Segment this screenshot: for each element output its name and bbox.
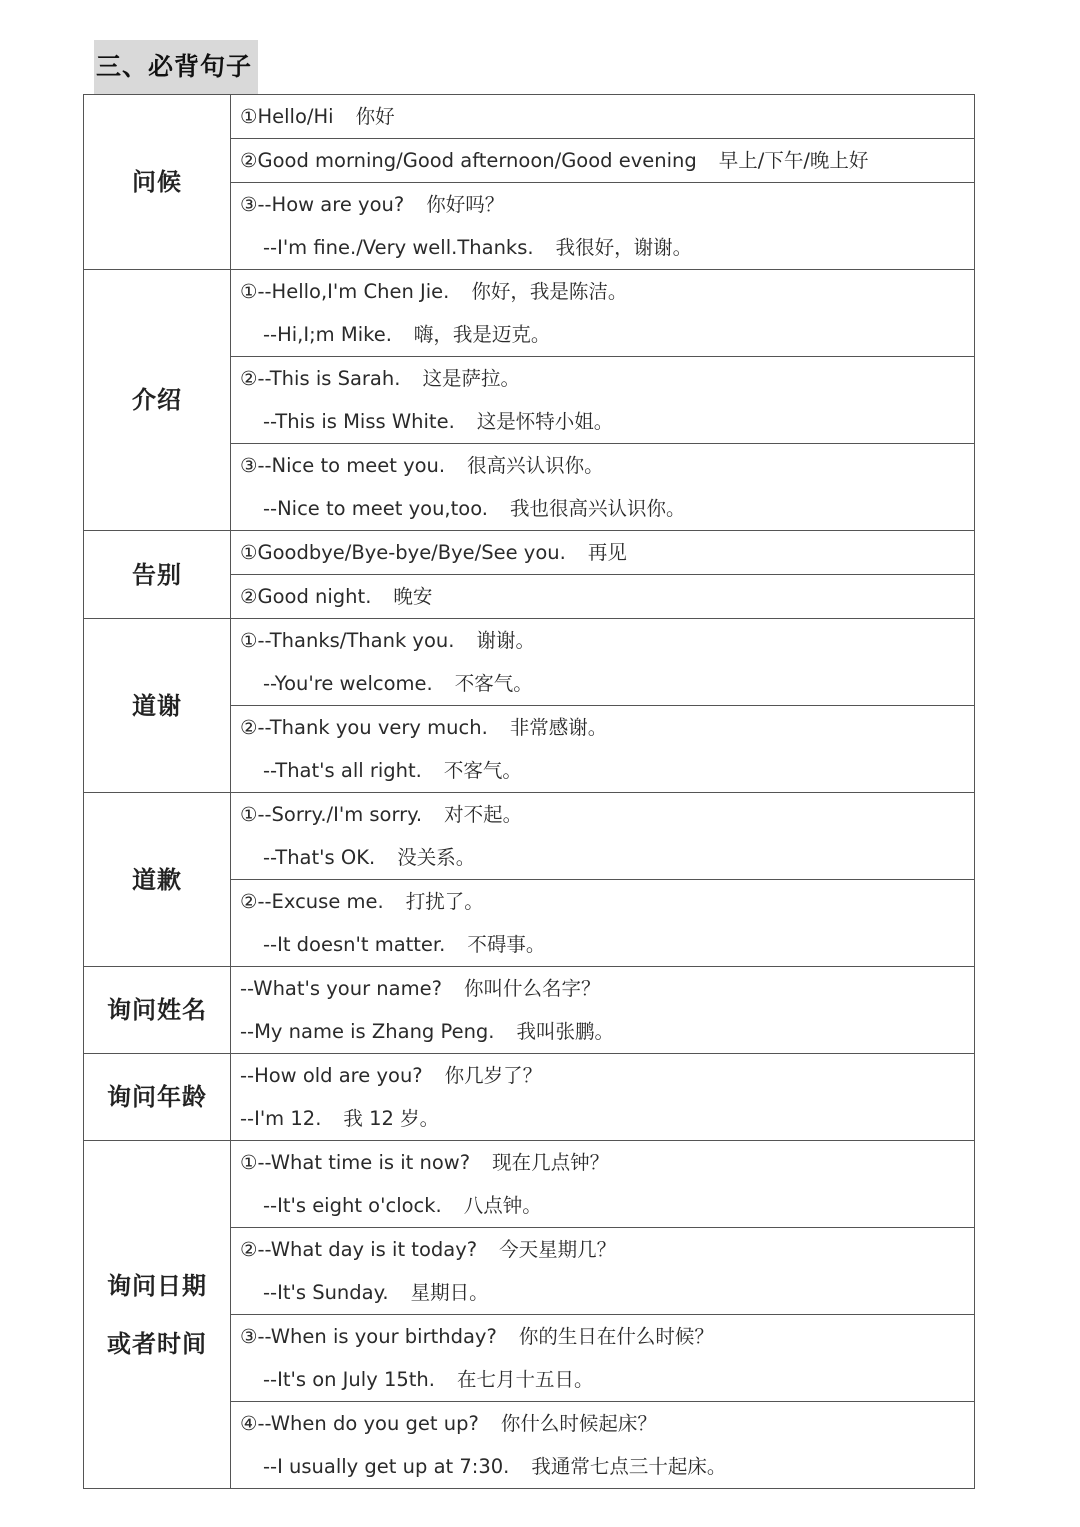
english-phrase: Goodbye/Bye-bye/Bye/See you. [257, 541, 566, 564]
english-phrase: --How are you? [257, 193, 405, 216]
phrase-cell [231, 270, 975, 357]
category-label-line: 询问年龄 [107, 1083, 207, 1111]
chinese-translation: 不碍事。 [467, 933, 546, 956]
item-number: ② [240, 367, 258, 390]
english-phrase: Good night. [257, 585, 372, 608]
phrase-line [231, 139, 974, 182]
category-label-line: 告别 [132, 560, 182, 589]
chinese-translation: 我也很高兴认识你。 [510, 497, 686, 520]
chinese-translation: 嗨，我是迈克。 [413, 323, 551, 346]
phrase-line [231, 1097, 974, 1140]
table-row [84, 531, 975, 575]
phrase-line [231, 575, 974, 618]
category-label [84, 967, 231, 1054]
phrase-cell [231, 619, 975, 706]
english-phrase: --Nice to meet you. [257, 454, 446, 477]
english-phrase: --It's Sunday. [263, 1281, 389, 1304]
english-phrase: --What time is it now? [257, 1151, 471, 1174]
phrase-cell [231, 1141, 975, 1228]
phrase-line [231, 313, 974, 356]
chinese-translation: 现在几点钟？ [492, 1151, 610, 1174]
phrase-line [231, 444, 974, 487]
phrase-line [231, 1445, 974, 1488]
item-number: ① [240, 1151, 258, 1174]
english-phrase: --You're welcome. [263, 672, 433, 695]
item-number: ③ [240, 454, 258, 477]
chinese-translation: 不客气。 [454, 672, 533, 695]
chinese-translation: 今天星期几？ [499, 1238, 617, 1261]
phrase-line [231, 1358, 974, 1401]
phrase-cell [231, 1402, 975, 1489]
section-title: 三、必背句子 [94, 40, 258, 94]
table-row [84, 619, 975, 706]
item-number: ① [240, 541, 258, 564]
chinese-translation: 你叫什么名字？ [463, 977, 601, 1000]
chinese-translation: 晚安 [393, 585, 433, 608]
english-phrase: --Thanks/Thank you. [257, 629, 455, 652]
english-phrase: --What day is it today? [257, 1238, 478, 1261]
english-phrase: Hello/Hi [257, 105, 334, 128]
item-number: ② [240, 1238, 258, 1261]
item-number: ① [240, 105, 258, 128]
chinese-translation: 在七月十五日。 [456, 1368, 594, 1391]
phrase-cell [231, 531, 975, 575]
item-number: ① [240, 629, 258, 652]
table-row [84, 1054, 975, 1141]
english-phrase: --This is Miss White. [263, 410, 455, 433]
english-phrase: --Sorry./I'm sorry. [257, 803, 423, 826]
phrase-line [231, 923, 974, 966]
phrase-line [231, 836, 974, 879]
phrase-cell [231, 183, 975, 270]
english-phrase: --I usually get up at 7:30. [263, 1455, 510, 1478]
phrase-line [231, 1402, 974, 1445]
phrase-line [231, 1184, 974, 1227]
phrase-cell [231, 444, 975, 531]
english-phrase: --How old are you? [240, 1064, 423, 1087]
phrase-line [231, 531, 974, 574]
phrase-line [231, 706, 974, 749]
phrase-line [231, 1010, 974, 1053]
chinese-translation: 你好 [355, 105, 395, 128]
phrase-line [231, 880, 974, 923]
phrase-line [231, 662, 974, 705]
phrase-cell [231, 357, 975, 444]
chinese-translation: 没关系。 [397, 846, 476, 869]
category-label-line: 道歉 [132, 865, 182, 894]
item-number: ③ [240, 193, 258, 216]
phrase-line [231, 1271, 974, 1314]
category-label [84, 619, 231, 793]
english-phrase: --I'm 12. [240, 1107, 322, 1130]
english-phrase: --It doesn't matter. [263, 933, 446, 956]
table-row [84, 793, 975, 880]
phrase-cell [231, 1315, 975, 1402]
chinese-translation: 对不起。 [444, 803, 523, 826]
category-label [84, 1054, 231, 1141]
item-number: ③ [240, 1325, 258, 1348]
chinese-translation: 你什么时候起床？ [500, 1412, 657, 1435]
category-label [84, 270, 231, 531]
category-label [84, 1141, 231, 1489]
english-phrase: --Nice to meet you,too. [263, 497, 488, 520]
chinese-translation: 你的生日在什么时候？ [518, 1325, 714, 1348]
phrase-cell [231, 1228, 975, 1315]
chinese-translation: 我叫张鹏。 [516, 1020, 615, 1043]
english-phrase: --My name is Zhang Peng. [240, 1020, 495, 1043]
chinese-translation: 我 12 岁。 [343, 1107, 440, 1130]
category-label-line: 问候 [132, 168, 182, 196]
phrase-line [231, 487, 974, 530]
phrase-cell [231, 793, 975, 880]
english-phrase: --Excuse me. [257, 890, 384, 913]
phrase-line [231, 1054, 974, 1097]
chinese-translation: 星期日。 [410, 1281, 489, 1304]
phrase-line [231, 1315, 974, 1358]
item-number: ② [240, 149, 258, 172]
english-phrase: --That's OK. [263, 846, 376, 869]
chinese-translation: 很高兴认识你。 [467, 454, 604, 477]
phrase-line [231, 357, 974, 400]
category-label-line: 道谢 [132, 691, 182, 720]
item-number: ① [240, 803, 258, 826]
phrase-line [231, 749, 974, 792]
chinese-translation: 非常感谢。 [509, 716, 608, 739]
phrase-cell [231, 139, 975, 183]
phrase-cell [231, 95, 975, 139]
category-label [84, 531, 231, 619]
chinese-translation: 早上/下午/晚上好 [718, 149, 869, 172]
phrase-line [231, 226, 974, 269]
category-label [84, 793, 231, 967]
english-phrase: --It's eight o'clock. [263, 1194, 442, 1217]
chinese-translation: 这是萨拉。 [422, 367, 520, 390]
item-number: ② [240, 585, 258, 608]
chinese-translation: 我通常七点三十起床。 [531, 1455, 727, 1478]
item-number: ④ [240, 1412, 258, 1435]
phrase-line [231, 793, 974, 836]
phrase-line [231, 400, 974, 443]
english-phrase: --Hi,I;m Mike. [263, 323, 392, 346]
phrase-line [231, 270, 974, 313]
phrase-cell [231, 967, 975, 1054]
english-phrase: --That's all right. [263, 759, 422, 782]
english-phrase: Good morning/Good afternoon/Good evening [257, 149, 697, 172]
category-label-line: 介绍 [132, 386, 182, 414]
phrase-line [231, 1141, 974, 1184]
phrase-cell [231, 575, 975, 619]
item-number: ① [240, 280, 258, 303]
phrase-cell [231, 706, 975, 793]
item-number: ② [240, 716, 258, 739]
category-label-line: 询问姓名 [107, 996, 207, 1024]
chinese-translation: 你几岁了？ [444, 1064, 543, 1087]
chinese-translation: 再见 [587, 541, 627, 564]
chinese-translation: 谢谢。 [476, 629, 535, 652]
chinese-translation: 这是怀特小姐。 [476, 410, 614, 433]
category-label-line: 询问日期 [107, 1271, 207, 1300]
phrase-cell [231, 1054, 975, 1141]
phrase-line [231, 183, 974, 226]
table-row [84, 95, 975, 139]
table-row [84, 1141, 975, 1228]
table-row [84, 270, 975, 357]
chinese-translation: 你好吗？ [426, 193, 505, 216]
phrase-cell [231, 880, 975, 967]
phrase-line [231, 967, 974, 1010]
chinese-translation: 我很好，谢谢。 [555, 236, 693, 259]
category-label [84, 95, 231, 270]
phrase-line [231, 1228, 974, 1271]
category-label-line: 或者时间 [107, 1329, 207, 1358]
english-phrase: --What's your name? [240, 977, 442, 1000]
table-row [84, 967, 975, 1054]
chinese-translation: 八点钟。 [463, 1194, 542, 1217]
english-phrase: --I'm fine./Very well.Thanks. [263, 236, 534, 259]
english-phrase: --This is Sarah. [257, 367, 401, 390]
chinese-translation: 不客气。 [443, 759, 522, 782]
chinese-translation: 你好，我是陈洁。 [471, 280, 628, 303]
item-number: ② [240, 890, 258, 913]
english-phrase: --It's on July 15th. [263, 1368, 435, 1391]
phrase-line [231, 95, 974, 138]
english-phrase: --When is your birthday? [257, 1325, 497, 1348]
english-phrase: --Thank you very much. [257, 716, 488, 739]
phrases-table [83, 94, 975, 1489]
chinese-translation: 打扰了。 [405, 890, 484, 913]
phrase-line [231, 619, 974, 662]
english-phrase: --Hello,I'm Chen Jie. [257, 280, 450, 303]
english-phrase: --When do you get up? [257, 1412, 479, 1435]
